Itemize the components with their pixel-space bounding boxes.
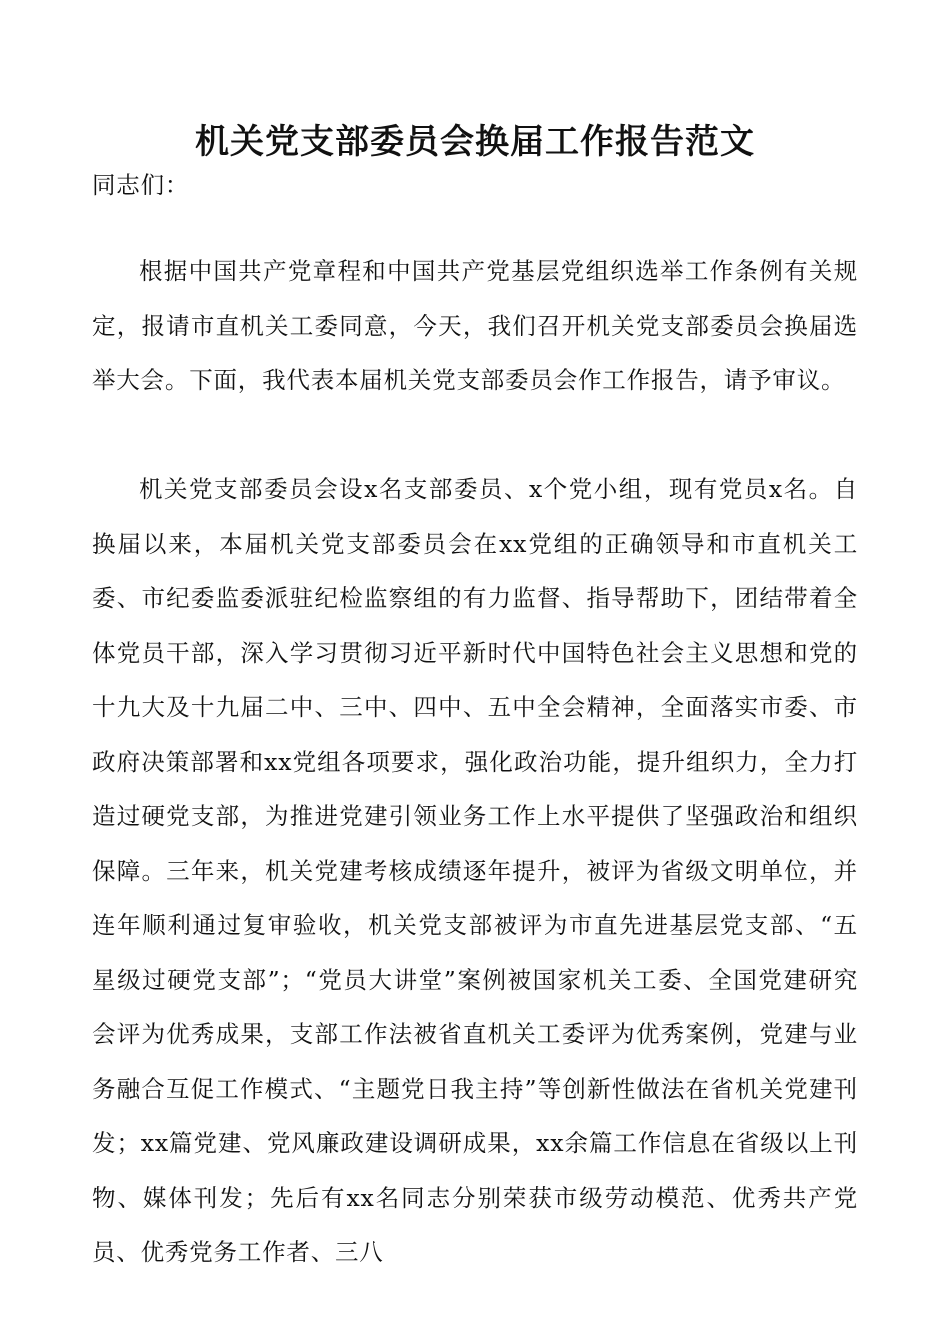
salutation: 同志们： — [92, 171, 190, 199]
document-title: 机关党支部委员会换届工作报告范文 — [195, 122, 755, 162]
paragraph-intro: 根据中国共产党章程和中国共产党基层党组织选举工作条例有关规定，报请市直机关工委同意，今天，我们召开机关党支部委员会换届选举大会。下面，我代表本届机关党支部委员会作工作报告，请予审议。 — [92, 257, 858, 394]
paragraph-overview: 机关党支部委员会设x名支部委员、x个党小组，现有党员x名。自换届以来，本届机关党支部委员会在xx党组的正确领导和市直机关工委、市纪委监委派驻纪检监察组的有力监督、指导帮助下，团结带着全体党员干部，深入学习贯彻习近平新时代中国特色社会主义思想和党的十九大及十九届二中、三中、四中、五中全会精神，全面落实市委、市政府决策部署和xx党组各项要求，强化政治功能，提升组织力，全力打造过硬党支部，为推进党建引领业务工作上水平提供了坚强政治和组织保障。三年来，机关党建考核成绩逐年提升，被评为省级文明单位，并连年顺利通过复审验收，机关党支部被评为市直先进基层党支部、“五星级过硬党支部”；“党员大讲堂”案例被国家机关工委、全国党建研究会评为优秀成果，支部工作法被省直机关工委评为优秀案例，党建与业务融合互促工作模式、“主题党日我主持”等创新性做法在省机关党建刊发；xx篇党建、党风廉政建设调研成果，xx余篇工作信息在省级以上刊物、媒体刊发；先后有xx名同志分别荣获市级劳动模范、优秀共产党员、优秀党务工作者、三八 — [92, 475, 858, 1266]
